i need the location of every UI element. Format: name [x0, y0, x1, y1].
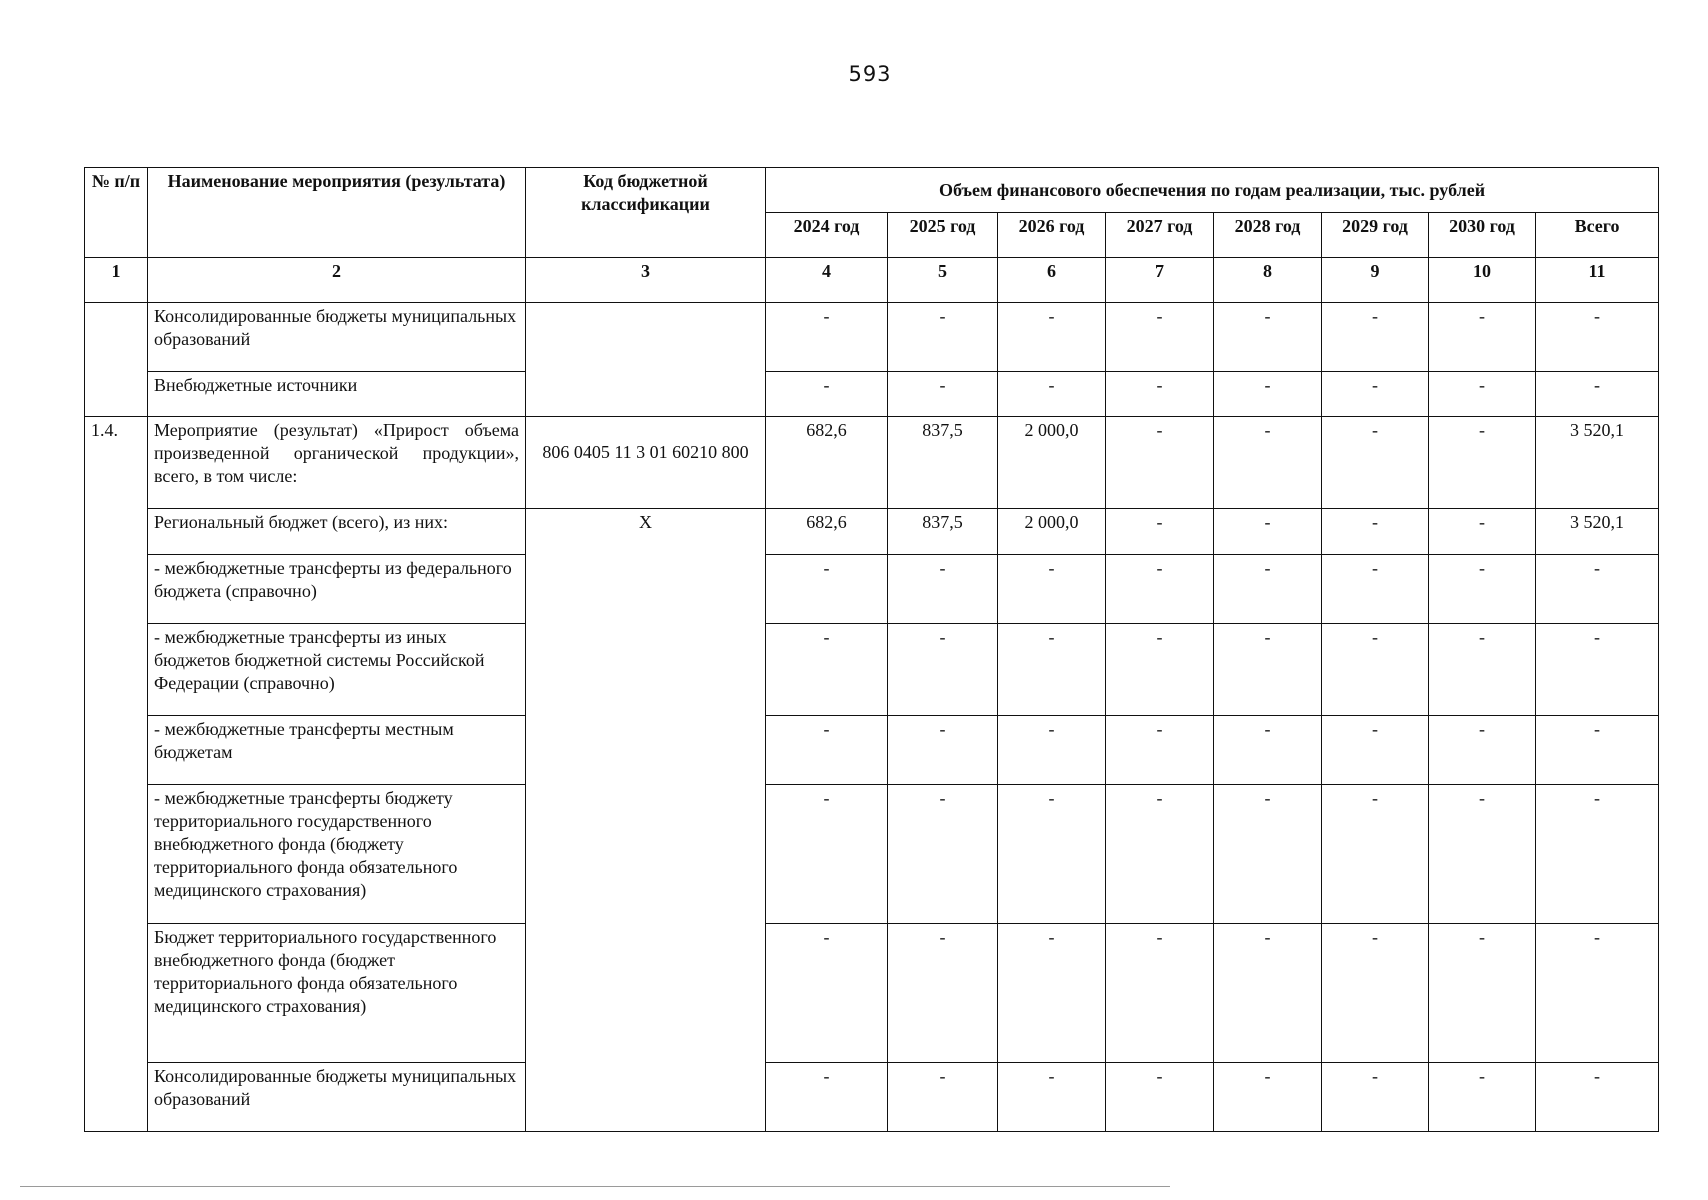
- value-cell: -: [998, 1063, 1106, 1132]
- value-cell: -: [888, 716, 998, 785]
- value-cell: -: [1214, 624, 1322, 716]
- value-cell: -: [1106, 1063, 1214, 1132]
- table-row: [85, 624, 1659, 716]
- value-cell: -: [1322, 1063, 1429, 1132]
- value-cell: -: [998, 372, 1106, 417]
- value-cell: -: [888, 303, 998, 372]
- row-code-cell: 806 0405 11 3 01 60210 800: [526, 417, 766, 509]
- column-number: 5: [888, 258, 998, 303]
- value-cell: -: [1214, 924, 1322, 1063]
- value-cell: -: [766, 555, 888, 624]
- value-cell: -: [1429, 624, 1536, 716]
- value-cell: -: [888, 785, 998, 924]
- value-cell: -: [888, 1063, 998, 1132]
- value-cell: -: [1214, 785, 1322, 924]
- header-year-2029: 2029 год: [1322, 213, 1429, 258]
- column-number: 8: [1214, 258, 1322, 303]
- value-cell: 2 000,0: [998, 417, 1106, 509]
- value-cell: -: [766, 924, 888, 1063]
- header-total: Всего: [1536, 213, 1659, 258]
- table-row: [85, 303, 1659, 372]
- value-cell: -: [1429, 303, 1536, 372]
- value-cell: -: [998, 924, 1106, 1063]
- value-cell: -: [888, 624, 998, 716]
- value-cell: -: [1106, 785, 1214, 924]
- value-cell: -: [1214, 372, 1322, 417]
- value-cell: -: [1214, 509, 1322, 555]
- value-cell: -: [766, 1063, 888, 1132]
- page-number: 593: [848, 62, 892, 86]
- value-cell: -: [1106, 417, 1214, 509]
- value-cell: -: [1322, 785, 1429, 924]
- funding-table: [84, 167, 1659, 1132]
- value-cell: -: [1536, 785, 1659, 924]
- row-name-cell: Мероприятие (результат) «Прирост объема произведенной органической продукции», всего, в том числе:: [148, 417, 526, 509]
- value-cell: 3 520,1: [1536, 417, 1659, 509]
- value-cell: -: [998, 785, 1106, 924]
- value-cell: -: [1429, 924, 1536, 1063]
- row-name-cell: - межбюджетные трансферты из иных бюджетов бюджетной системы Российской Федерации (справочно): [148, 624, 526, 716]
- value-cell: -: [1536, 716, 1659, 785]
- value-cell: -: [1214, 303, 1322, 372]
- column-number: 2: [148, 258, 526, 303]
- value-cell: -: [1214, 417, 1322, 509]
- value-cell: -: [1106, 555, 1214, 624]
- row-name-cell: Бюджет территориального государственного внебюджетного фонда (бюджет территориального фонда обязательного медицинского страхования): [148, 924, 526, 1063]
- value-cell: -: [1322, 624, 1429, 716]
- value-cell: -: [1536, 555, 1659, 624]
- value-cell: -: [1322, 303, 1429, 372]
- value-cell: -: [1106, 303, 1214, 372]
- value-cell: -: [1322, 372, 1429, 417]
- value-cell: -: [1429, 716, 1536, 785]
- value-cell: 2 000,0: [998, 509, 1106, 555]
- table-row: [85, 716, 1659, 785]
- row-name-cell: Региональный бюджет (всего), из них:: [148, 509, 526, 555]
- value-cell: -: [1322, 924, 1429, 1063]
- header-name: Наименование мероприятия (результата): [148, 168, 526, 258]
- column-number: 4: [766, 258, 888, 303]
- column-number: 10: [1429, 258, 1536, 303]
- value-cell: -: [998, 555, 1106, 624]
- value-cell: -: [1536, 1063, 1659, 1132]
- header-year-2025: 2025 год: [888, 213, 998, 258]
- value-cell: -: [1429, 372, 1536, 417]
- value-cell: -: [766, 716, 888, 785]
- value-cell: -: [766, 785, 888, 924]
- value-cell: -: [1322, 555, 1429, 624]
- value-cell: -: [1214, 555, 1322, 624]
- header-year-2024: 2024 год: [766, 213, 888, 258]
- value-cell: -: [888, 924, 998, 1063]
- value-cell: -: [1214, 1063, 1322, 1132]
- row-code-cell: X: [526, 509, 766, 1132]
- header-code: Код бюджетной классификации: [526, 168, 766, 258]
- row-num-cell: [85, 303, 148, 417]
- value-cell: -: [1429, 785, 1536, 924]
- value-cell: -: [998, 716, 1106, 785]
- column-number: 9: [1322, 258, 1429, 303]
- value-cell: -: [888, 372, 998, 417]
- row-name-cell: - межбюджетные трансферты местным бюджетам: [148, 716, 526, 785]
- row-name-cell: - межбюджетные трансферты бюджету территориального государственного внебюджетного фонда (бюджету территориального фонда обязательного медицинского страхования): [148, 785, 526, 924]
- column-number: 6: [998, 258, 1106, 303]
- scan-artifact-line: [20, 1186, 1170, 1187]
- value-cell: 682,6: [766, 417, 888, 509]
- column-number: 1: [85, 258, 148, 303]
- column-numbers-row: [85, 258, 1659, 303]
- row-name-cell: Консолидированные бюджеты муниципальных образований: [148, 303, 526, 372]
- table-row: [85, 1063, 1659, 1132]
- value-cell: 3 520,1: [1536, 509, 1659, 555]
- value-cell: -: [766, 372, 888, 417]
- row-name-cell: - межбюджетные трансферты из федерального бюджета (справочно): [148, 555, 526, 624]
- header-year-2030: 2030 год: [1429, 213, 1536, 258]
- value-cell: -: [766, 624, 888, 716]
- value-cell: -: [1106, 924, 1214, 1063]
- value-cell: -: [998, 624, 1106, 716]
- value-cell: 682,6: [766, 509, 888, 555]
- value-cell: -: [1536, 303, 1659, 372]
- row-code-cell: [526, 303, 766, 417]
- table-row: [85, 785, 1659, 924]
- value-cell: -: [1106, 624, 1214, 716]
- value-cell: -: [1106, 509, 1214, 555]
- value-cell: -: [1536, 924, 1659, 1063]
- row-name-cell: Консолидированные бюджеты муниципальных образований: [148, 1063, 526, 1132]
- table-row: [85, 555, 1659, 624]
- column-number: 7: [1106, 258, 1214, 303]
- column-number: 3: [526, 258, 766, 303]
- value-cell: -: [998, 303, 1106, 372]
- value-cell: -: [1322, 509, 1429, 555]
- header-year-2026: 2026 год: [998, 213, 1106, 258]
- value-cell: -: [1214, 716, 1322, 785]
- table-row: [85, 924, 1659, 1063]
- value-cell: -: [766, 303, 888, 372]
- value-cell: -: [1106, 372, 1214, 417]
- table-row: [85, 509, 1659, 555]
- header-year-2028: 2028 год: [1214, 213, 1322, 258]
- row-num-cell: 1.4.: [85, 417, 148, 1132]
- value-cell: -: [888, 555, 998, 624]
- value-cell: -: [1429, 509, 1536, 555]
- value-cell: -: [1429, 417, 1536, 509]
- header-year-2027: 2027 год: [1106, 213, 1214, 258]
- value-cell: -: [1429, 555, 1536, 624]
- value-cell: 837,5: [888, 417, 998, 509]
- header-num: № п/п: [85, 168, 148, 258]
- table-row: [85, 417, 1659, 509]
- value-cell: 837,5: [888, 509, 998, 555]
- value-cell: -: [1322, 417, 1429, 509]
- value-cell: -: [1536, 624, 1659, 716]
- row-name-cell: Внебюджетные источники: [148, 372, 526, 417]
- value-cell: -: [1106, 716, 1214, 785]
- value-cell: -: [1536, 372, 1659, 417]
- header-row-main: [85, 168, 1659, 213]
- column-number: 11: [1536, 258, 1659, 303]
- table-row: [85, 372, 1659, 417]
- value-cell: -: [1429, 1063, 1536, 1132]
- value-cell: -: [1322, 716, 1429, 785]
- header-funding: Объем финансового обеспечения по годам реализации, тыс. рублей: [766, 168, 1659, 213]
